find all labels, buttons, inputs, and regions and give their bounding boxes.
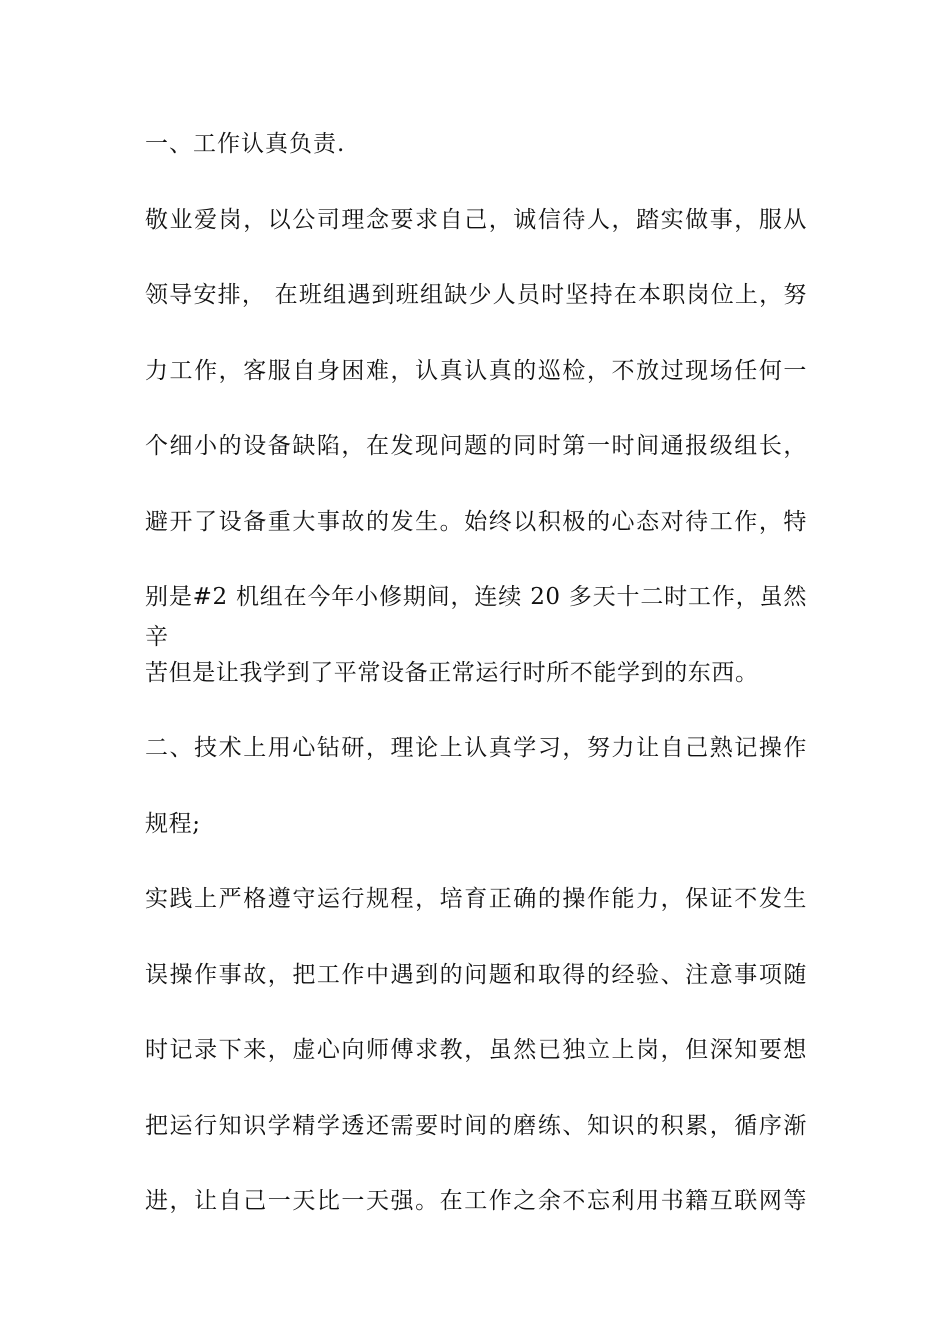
section-heading-2-continued: 规程; bbox=[145, 810, 201, 837]
paragraph-line: 苦但是让我学到了平常设备正常运行时所不能学到的东西。 bbox=[145, 659, 759, 686]
paragraph-line: 别是#2 机组在今年小修期间，连续 20 多天十二时工作，虽然辛 bbox=[145, 584, 807, 650]
paragraph-line: 时记录下来，虚心向师傅求教，虽然已独立上岗，但深知要想 bbox=[145, 1037, 807, 1063]
paragraph-line: 领导安排， 在班组遇到班组缺少人员时坚持在本职岗位上，努 bbox=[145, 282, 807, 308]
paragraph-line: 误操作事故，把工作中遇到的问题和取得的经验、注意事项随 bbox=[145, 961, 807, 988]
paragraph-line: 个细小的设备缺陷，在发现问题的同时第一时间通报级组长， bbox=[145, 433, 807, 459]
paragraph-line: 力工作，客服自身困难，认真认真的巡检，不放过现场任何一 bbox=[145, 357, 807, 384]
paragraph-line: 避开了设备重大事故的发生。始终以积极的心态对待工作，特 bbox=[145, 508, 807, 535]
paragraph-line: 敬业爱岗，以公司理念要求自己，诚信待人，踏实做事，服从 bbox=[145, 206, 807, 233]
section-heading-1: 一、工作认真负责. bbox=[145, 131, 346, 157]
section-heading-2: 二、技术上用心钻研，理论上认真学习，努力让自己熟记操作 bbox=[145, 735, 807, 761]
paragraph-line: 把运行知识学精学透还需要时间的磨练、知识的积累，循序渐 bbox=[145, 1112, 807, 1139]
document-body bbox=[145, 124, 807, 1257]
paragraph-line: 实践上严格遵守运行规程，培育正确的操作能力，保证不发生 bbox=[145, 886, 807, 912]
paragraph-line: 进，让自己一天比一天强。在工作之余不忘利用书籍互联网等 bbox=[145, 1188, 807, 1214]
